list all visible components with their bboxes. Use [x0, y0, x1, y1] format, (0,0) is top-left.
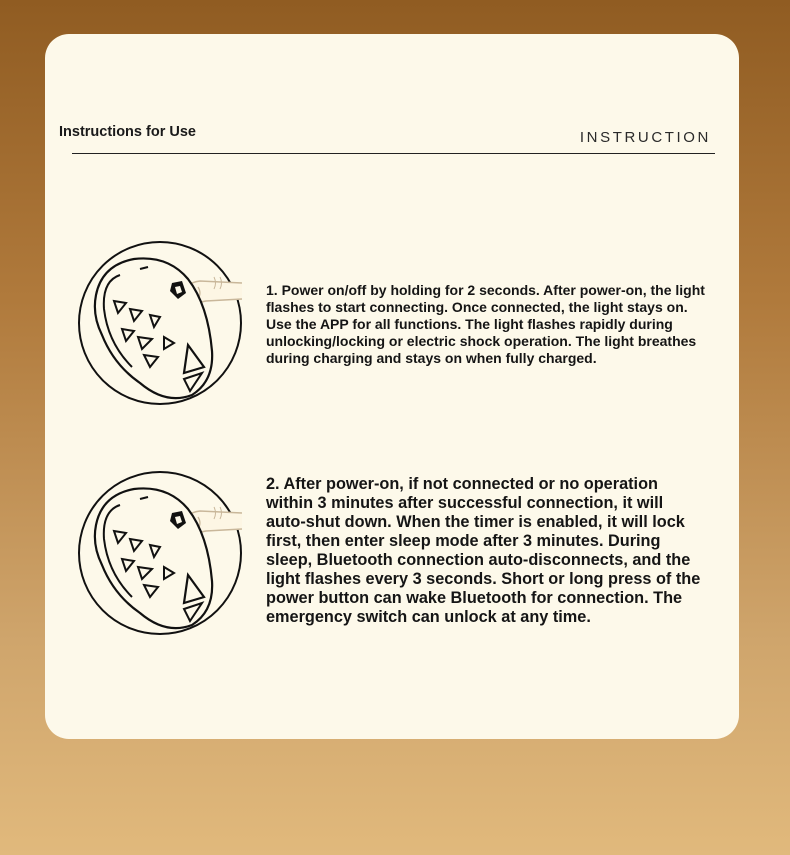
section-label: INSTRUCTION: [579, 129, 711, 146]
instruction-card: [45, 34, 739, 739]
device-power-press-icon: [76, 469, 244, 637]
instruction-step-1: 1. Power on/off by holding for 2 seconds. After power-on, the light flashes to start connecting. Once connected, the light stays on. Use the APP for all functions. The light flashes rapidly during unlocking/locking or electric shock operation. The light breathes during charging and stays on when fully charged.: [266, 282, 705, 366]
page-title: Instructions for Use: [59, 124, 196, 140]
header-divider: [72, 153, 715, 154]
device-power-press-icon: [76, 239, 244, 407]
instruction-step-2: 2. After power-on, if not connected or no operation within 3 minutes after successful connection, it will auto-shut down. When the timer is enabled, it will lock first, then enter sleep mode after 3 minutes. During sleep, Bluetooth connection auto-disconnects, and the light flashes every 3 seconds. Short or long press of the power button can wake Bluetooth for connection. The emergency switch can unlock at any time.: [266, 475, 701, 626]
